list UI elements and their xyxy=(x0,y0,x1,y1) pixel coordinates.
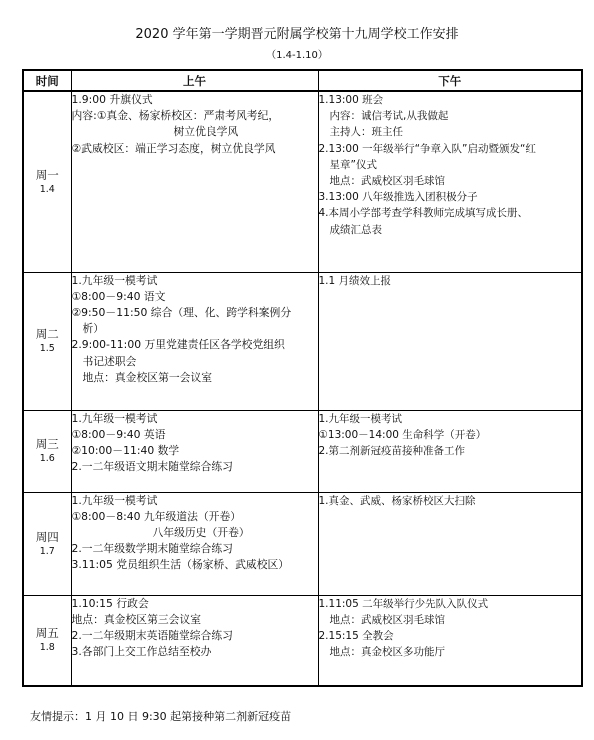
morning-cell xyxy=(71,91,318,272)
header-pm: 下午 xyxy=(318,70,582,91)
table-row xyxy=(23,492,582,595)
morning-item: 1.9:00 升旗仪式 xyxy=(71,93,153,106)
afternoon-cell xyxy=(318,492,582,595)
morning-item: 1.10:15 行政会 xyxy=(71,596,149,610)
morning-item: 地点：真金校区第一会议室 xyxy=(82,370,213,384)
morning-item: ②武威校区：端正学习态度，树立优良学风 xyxy=(71,141,276,155)
morning-cell xyxy=(71,492,318,595)
morning-item: ①8:00－8:40 九年级道法（开卷） xyxy=(71,509,242,523)
day-name: 周一 xyxy=(35,167,59,182)
afternoon-item: 2.第二剂新冠疫苗接种准备工作 xyxy=(318,444,466,457)
afternoon-item: 2.15:15 全教会 xyxy=(318,629,394,642)
day-cell xyxy=(23,272,71,410)
morning-item: ①8:00－9:40 语文 xyxy=(71,289,166,303)
morning-cell xyxy=(71,410,318,492)
afternoon-item: 地点：真金校区多功能厅 xyxy=(329,646,445,659)
morning-item: 树立优良学风 xyxy=(173,125,239,139)
header-row xyxy=(23,70,582,91)
day-cell xyxy=(23,595,71,686)
morning-item: 析） xyxy=(82,322,105,336)
afternoon-cell xyxy=(318,595,582,686)
morning-item: 1.九年级一模考试 xyxy=(71,493,158,507)
morning-item: ①8:00－9:40 英语 xyxy=(71,427,166,441)
schedule-table xyxy=(22,69,583,687)
morning-item: 2.一二年级期末英语随堂综合练习 xyxy=(71,628,233,642)
afternoon-item: 1.1 月绩效上报 xyxy=(318,274,392,287)
morning-item: 内容:①真金、杨家桥校区：严肃考风考纪， xyxy=(71,109,280,123)
morning-item: 八年级历史（开卷） xyxy=(152,525,250,539)
morning-item: 书记述职会 xyxy=(82,354,137,368)
table-row xyxy=(23,272,582,410)
morning-item: 3.各部门上交工作总结至校办 xyxy=(71,645,212,659)
morning-item: 2.一二年级数学期末随堂综合练习 xyxy=(71,542,233,556)
afternoon-item: 4.本周小学部考查学科教师完成填写成长册、 xyxy=(318,207,529,220)
afternoon-item: 1.真金、武威、杨家桥校区大扫除 xyxy=(318,494,476,507)
morning-item: 1.九年级一模考试 xyxy=(71,273,158,287)
day-date: 1.6 xyxy=(39,453,55,464)
day-name: 周二 xyxy=(35,327,59,341)
day-cell xyxy=(23,492,71,595)
afternoon-cell xyxy=(318,410,582,492)
morning-item: ②9:50－11:50 综合（理、化、跨学科案例分 xyxy=(71,305,292,319)
table-row xyxy=(23,410,582,492)
morning-item: 2.一二年级语文期末随堂综合练习 xyxy=(71,460,233,474)
afternoon-item: ①13:00－14:00 生命科学（开卷） xyxy=(318,428,487,441)
morning-cell xyxy=(71,272,318,410)
afternoon-item: 1.13:00 班会 xyxy=(318,94,384,106)
afternoon-item: 成绩汇总表 xyxy=(329,223,382,236)
footer-note: 友情提示：1 月 10 日 9:30 起第接种第二剂新冠疫苗 xyxy=(30,710,292,723)
day-date: 1.7 xyxy=(39,545,55,557)
morning-item: ②10:00－11:40 数学 xyxy=(71,443,180,457)
afternoon-item: 内容：诚信考试,从我做起 xyxy=(329,110,449,123)
morning-item: 3.11:05 党员组织生活（杨家桥、武威校区） xyxy=(71,558,290,572)
day-date: 1.5 xyxy=(39,343,55,354)
day-cell xyxy=(23,91,71,272)
day-cell xyxy=(23,410,71,492)
table-row xyxy=(23,595,582,686)
date-range: （1.4-1.10） xyxy=(266,50,328,61)
morning-cell xyxy=(71,595,318,686)
afternoon-item: 主持人：班主任 xyxy=(329,126,403,139)
page-title: 2020 学年第一学期晋元附属学校第十九周学校工作安排 xyxy=(135,27,459,42)
afternoon-item: 1.九年级一模考试 xyxy=(318,412,403,425)
afternoon-cell xyxy=(318,272,582,410)
afternoon-item: 2.13:00 一年级举行“争章入队”启动暨颁发“红 xyxy=(318,142,536,155)
day-name: 周三 xyxy=(35,437,59,451)
table-row xyxy=(23,91,582,272)
morning-item: 1.九年级一模考试 xyxy=(71,411,158,425)
day-date: 1.8 xyxy=(39,642,55,654)
afternoon-item: 地点：武威校区羽毛球馆 xyxy=(329,613,445,626)
afternoon-item: 3.13:00 八年级推选入团积极分子 xyxy=(318,191,478,204)
morning-item: 地点：真金校区第三会议室 xyxy=(71,612,202,626)
afternoon-item: 星章”仪式 xyxy=(329,158,377,171)
morning-item: 2.9:00-11:00 万里党建责任区各学校党组织 xyxy=(71,338,285,352)
header-am: 上午 xyxy=(71,70,318,91)
afternoon-item: 1.11:05 二年级举行少先队入队仪式 xyxy=(318,597,489,610)
day-name: 周五 xyxy=(35,626,59,641)
afternoon-item: 地点：武威校区羽毛球馆 xyxy=(329,175,445,188)
header-time: 时间 xyxy=(23,70,71,91)
afternoon-cell xyxy=(318,91,582,272)
day-date: 1.4 xyxy=(39,183,55,195)
day-name: 周四 xyxy=(35,529,59,544)
